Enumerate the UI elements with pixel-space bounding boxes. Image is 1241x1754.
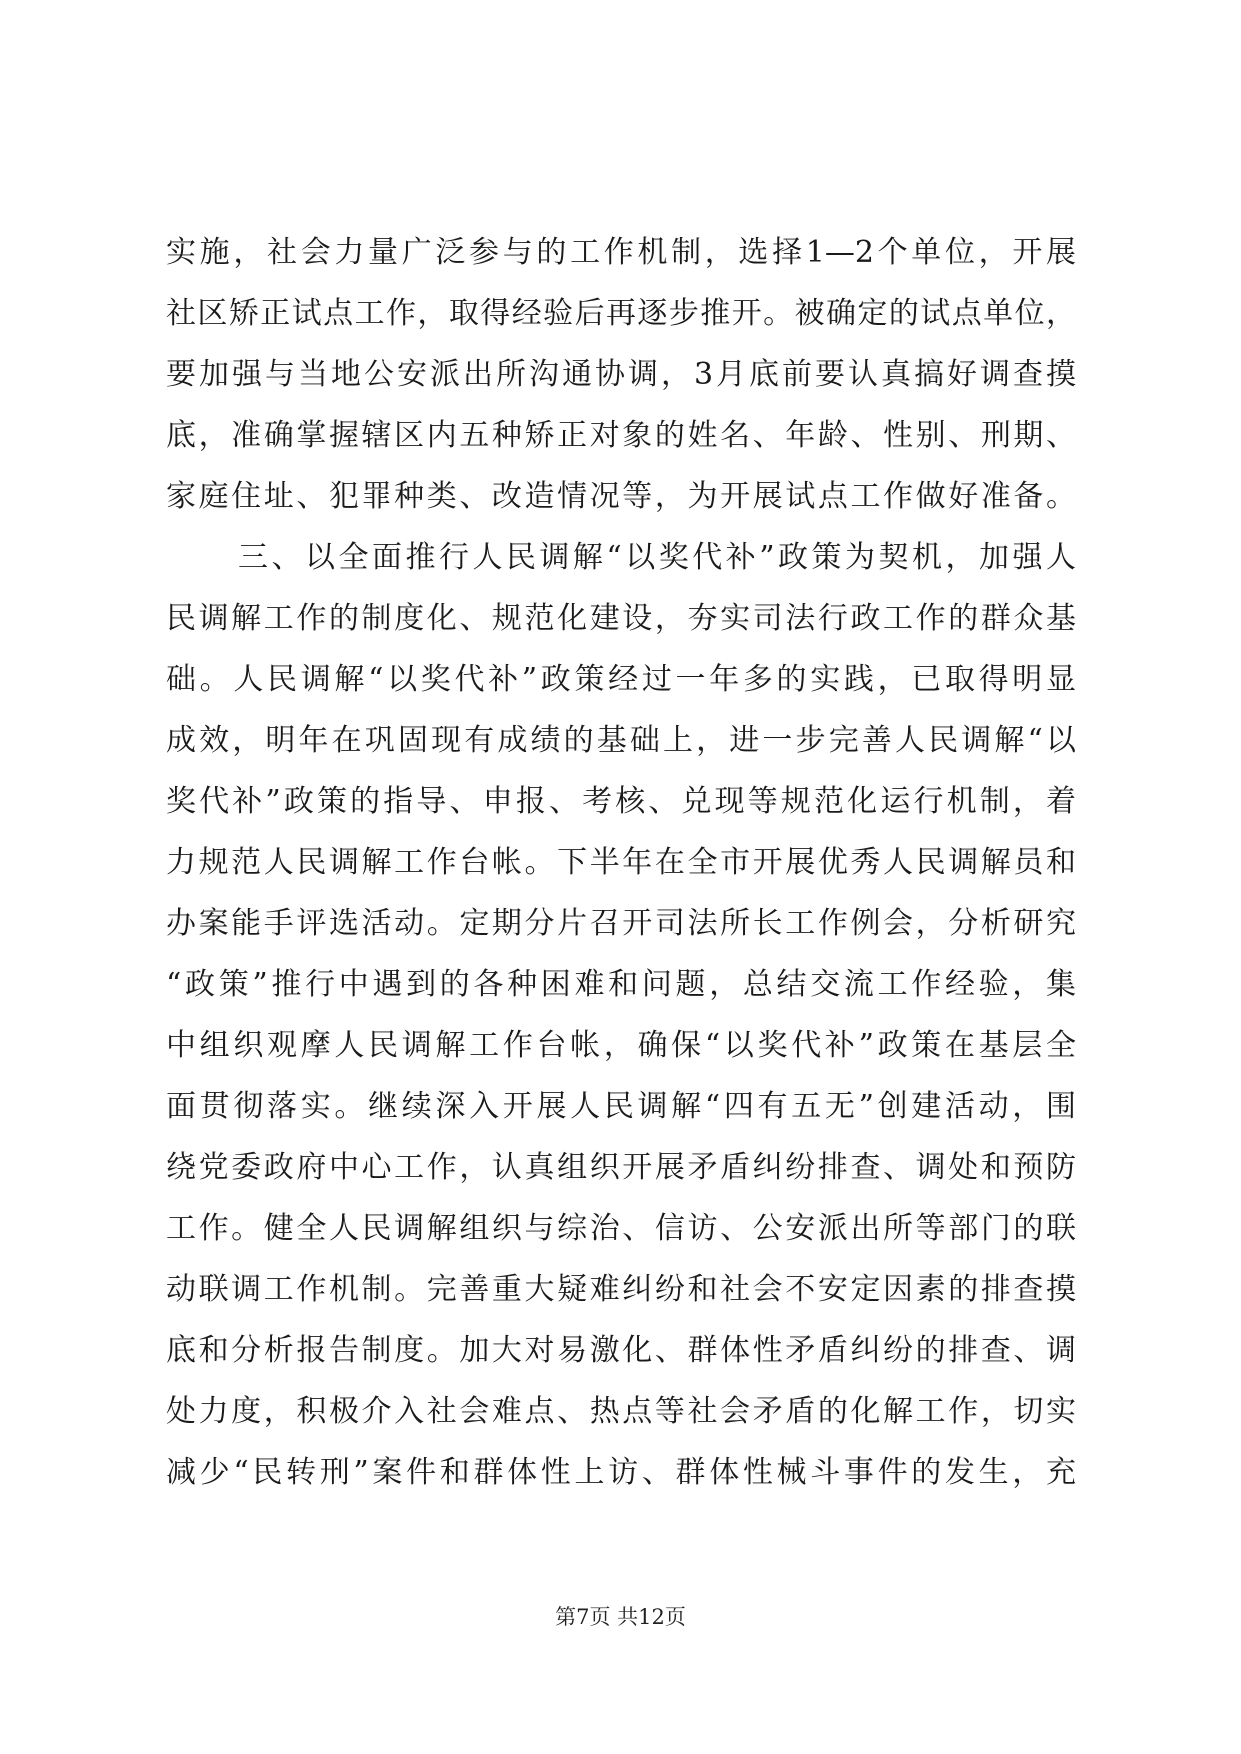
text-line-5: 家庭住址、犯罪种类、改造情况等，为开展试点工作做好准备。 — [166, 479, 1076, 514]
page-number-footer: 第7页 共12页 — [555, 1605, 686, 1629]
text-line-15: 面贯彻落实。继续深入开展人民调解“四有五无”创建活动，围 — [166, 1089, 1076, 1124]
text-line-10: 奖代补”政策的指导、申报、考核、兑现等规范化运行机制，着 — [166, 784, 1076, 819]
document-body — [166, 222, 1076, 1503]
text-line-4: 底，准确掌握辖区内五种矫正对象的姓名、年龄、性别、刑期、 — [166, 418, 1076, 453]
text-line-11: 力规范人民调解工作台帐。下半年在全市开展优秀人民调解员和 — [166, 845, 1076, 880]
text-line-18: 动联调工作机制。完善重大疑难纠纷和社会不安定因素的排查摸 — [166, 1272, 1076, 1307]
text-line-1: 实施，社会力量广泛参与的工作机制，选择1—2个单位，开展 — [166, 235, 1076, 270]
text-line-2: 社区矫正试点工作，取得经验后再逐步推开。被确定的试点单位， — [166, 296, 1076, 331]
text-line-16: 绕党委政府中心工作，认真组织开展矛盾纠纷排查、调处和预防 — [166, 1150, 1076, 1185]
text-line-6: 三、以全面推行人民调解“以奖代补”政策为契机，加强人 — [238, 540, 1076, 575]
text-line-12: 办案能手评选活动。定期分片召开司法所长工作例会，分析研究 — [166, 906, 1076, 941]
text-line-9: 成效，明年在巩固现有成绩的基础上，进一步完善人民调解“以 — [166, 723, 1076, 758]
text-line-8: 础。人民调解“以奖代补”政策经过一年多的实践，已取得明显 — [166, 662, 1076, 697]
text-line-20: 处力度，积极介入社会难点、热点等社会矛盾的化解工作，切实 — [166, 1394, 1076, 1429]
text-line-3: 要加强与当地公安派出所沟通协调，3月底前要认真搞好调查摸 — [166, 357, 1076, 392]
text-line-21: 减少“民转刑”案件和群体性上访、群体性械斗事件的发生，充 — [166, 1455, 1076, 1490]
text-line-13: “政策”推行中遇到的各种困难和问题，总结交流工作经验，集 — [166, 967, 1076, 1002]
text-line-7: 民调解工作的制度化、规范化建设，夯实司法行政工作的群众基 — [166, 601, 1076, 636]
text-line-17: 工作。健全人民调解组织与综治、信访、公安派出所等部门的联 — [166, 1211, 1076, 1246]
text-line-19: 底和分析报告制度。加大对易激化、群体性矛盾纠纷的排查、调 — [166, 1333, 1076, 1368]
text-line-14: 中组织观摩人民调解工作台帐，确保“以奖代补”政策在基层全 — [166, 1028, 1076, 1063]
